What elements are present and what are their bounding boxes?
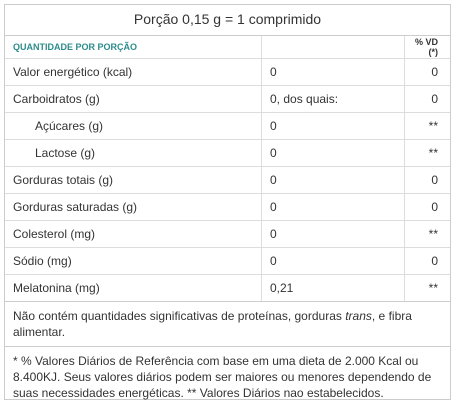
significance-note [5,301,450,346]
nutrient-vd: 0 [405,194,451,221]
table-row [5,113,450,140]
nutrient-amount: 0 [262,167,405,194]
nutrient-vd: 0 [405,167,451,194]
table-row [5,59,450,86]
nutrient-name: Colesterol (mg) [5,221,262,248]
column-header-vd: % VD (*) [405,36,451,59]
nutrient-amount: 0 [262,221,405,248]
nutrient-name: Lactose (g) [5,140,262,167]
nutrient-amount: 0 [262,140,405,167]
nutrient-vd: ** [405,221,451,248]
nutrient-amount: 0 [262,59,405,86]
nutrient-vd: 0 [405,248,451,275]
nutrient-vd: ** [405,140,451,167]
column-header-amount [262,36,405,59]
nutrient-name: Melatonina (mg) [5,275,262,302]
nutrient-name: Valor energético (kcal) [5,59,262,86]
table-row [5,275,450,302]
table-row [5,167,450,194]
table-row [5,140,450,167]
nutrient-vd: 0 [405,59,451,86]
note-text-italic: trans [345,309,372,323]
nutrient-amount: 0 [262,194,405,221]
nutrient-amount: 0 [262,113,405,140]
nutrient-amount: 0, dos quais: [262,86,405,113]
table-row [5,248,450,275]
nutrient-name: Açúcares (g) [5,113,262,140]
table-row [5,194,450,221]
table-row [5,86,450,113]
column-header-quantity: QUANTIDADE POR PORÇÃO [13,42,138,52]
nutrient-name: Gorduras saturadas (g) [5,194,262,221]
note-text-end: , e fibra alimentar. [13,309,412,339]
nutrition-facts-panel [4,4,451,400]
daily-values-footnote: * % Valores Diários de Referência com base em uma dieta de 2.000 Kcal ou 8.400KJ. Seus valores diários podem ser maiores ou menores dependendo de suas necessidades energéticas. ** Valores Diários nao estabelecidos. [5,346,450,407]
nutrient-name: Carboidratos (g) [5,86,262,113]
nutrient-vd: ** [405,113,451,140]
portion-header: Porção 0,15 g = 1 comprimido [5,5,450,36]
nutrient-name: Gorduras totais (g) [5,167,262,194]
nutrient-amount: 0 [262,248,405,275]
nutrient-vd: 0 [405,86,451,113]
note-text-start: Não contém quantidades significativas de proteínas, gorduras [13,309,346,323]
nutrition-table [5,36,450,301]
table-header-row [5,36,450,59]
nutrient-name: Sódio (mg) [5,248,262,275]
nutrient-vd: ** [405,275,451,302]
nutrient-amount: 0,21 [262,275,405,302]
table-row [5,221,450,248]
